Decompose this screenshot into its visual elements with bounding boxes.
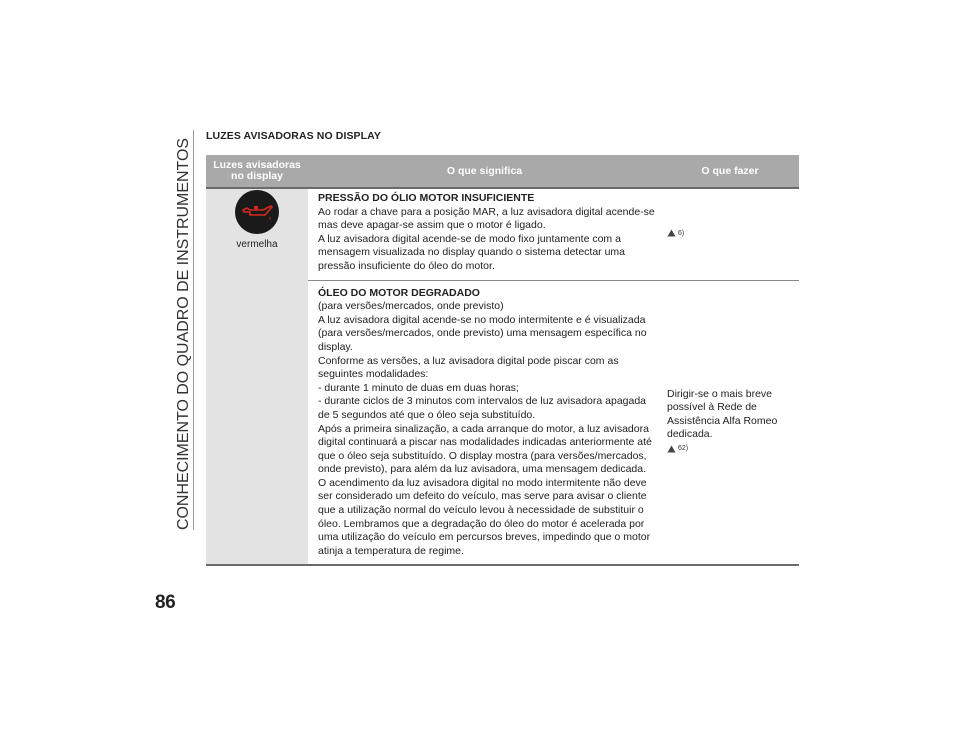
- warning-light-cell: [206, 188, 308, 565]
- action-cell: [661, 188, 799, 280]
- table-header-row: [206, 155, 799, 188]
- header-meaning: O que significa: [308, 155, 661, 188]
- header-lights: Luzes avisadoras no display: [206, 155, 308, 188]
- oil-pressure-badge: [235, 190, 279, 234]
- row-title: ÓLEO DO MOTOR DEGRADADO: [318, 286, 480, 299]
- row-body: (para versões/mercados, onde previsto) A luz avisadora digital acende-se no modo intermitente e é visualizada (para versões/mercados, onde previsto) uma mensagem específica no display. Conforme as versões, a luz avisadora digital pode piscar com as seguintes modalidades: - durante 1 minuto de duas em duas horas; - durante ciclos de 3 minutos com intervalos de luz avisadora apagada de 5 segundos até que o óleo seja substituído. Após a primeira sinalização, a cada arranque do motor, a luz avisadora digital continuará a piscar nas modalidades indicadas anteriormente até que o óleo seja substituído. O display mostra (para versões/mercados, onde previsto), para além da luz avisadora, uma mensagem dedicada. O acendimento da luz avisadora digital no modo intermitente não deve ser considerado um defeito do veículo, mas serve para avisar o cliente que a utilização normal do veículo levou à necessidade de substituir o óleo. Lembramos que a degradação do óleo do motor é acelerada por uma utilização do veículo em percursos breves, impedindo que o motor atinja a temperatura de regime.: [318, 300, 652, 557]
- meaning-cell: [308, 280, 661, 565]
- row-title: PRESSÃO DO ÓLIO MOTOR INSUFICIENTE: [318, 192, 535, 204]
- row-body: Ao rodar a chave para a posição MAR, a luz avisadora digital acende-se mas deve apagar-se assim que o motor é ligado. A luz avisadora digital acende-se de modo fixo juntamente com a mensagem visualizada no display quando o sistema detectar uma pressão insuficiente do óleo do motor.: [318, 205, 655, 272]
- warning-triangle-icon: [667, 445, 676, 453]
- side-rule: [193, 130, 194, 530]
- section-title: LUZES AVISADORAS NO DISPLAY: [206, 130, 382, 142]
- warning-reference: [667, 227, 684, 241]
- page-number: 86: [155, 592, 176, 613]
- action-cell: [661, 280, 799, 565]
- warning-reference-number: 62): [678, 444, 689, 452]
- warning-triangle-icon: [667, 229, 676, 237]
- icon-color-label: vermelha: [236, 239, 278, 250]
- chapter-side-title-text: CONHECIMENTO DO QUADRO DE INSTRUMENTOS: [175, 136, 192, 530]
- warning-reference-number: 6): [678, 229, 685, 237]
- warning-lights-table: [206, 155, 799, 566]
- chapter-side-title: [152, 130, 202, 530]
- meaning-cell: [308, 188, 661, 280]
- oil-can-icon: [241, 202, 273, 222]
- warning-reference: [667, 442, 688, 456]
- action-text: Dirigir-se o mais breve possível à Rede de Assistência Alfa Romeo dedicada.: [667, 387, 778, 441]
- table-row: [206, 188, 799, 280]
- header-action: O que fazer: [661, 155, 799, 188]
